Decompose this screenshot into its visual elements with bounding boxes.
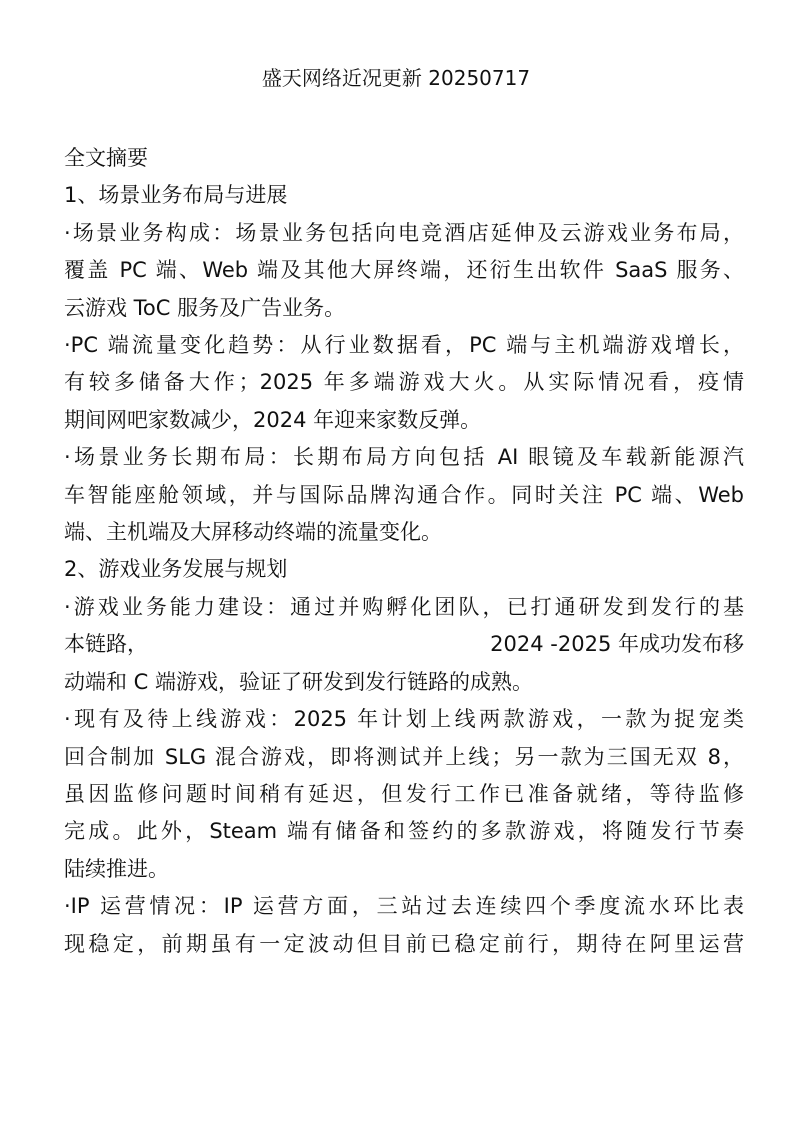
document-body [64,140,744,963]
paragraph-line: 现稳定，前期虽有一定波动但目前已稳定前行，期待在阿里运营 [64,931,744,956]
paragraph-line: 期间网吧家数减少，2024 年迎来家数反弹。 [64,407,482,432]
paragraph-line: 云游戏 ToC 服务及广告业务。 [64,295,346,320]
paragraph-line: ·游戏业务能力建设：通过并购孵化团队，已打通研发到发行的基 [64,594,744,619]
paragraph-line: 回合制加 SLG 混合游戏，即将测试并上线；另一款为三国无双 8， [64,744,744,769]
paragraph-line: 端、主机端及大屏移动终端的流量变化。 [64,520,442,545]
paragraph-line: 陆续推进。 [64,856,169,881]
paragraph-line: ·PC 端流量变化趋势：从行业数据看，PC 端与主机端游戏增长， [64,333,744,358]
paragraph-line: ·现有及待上线游戏：2025 年计划上线两款游戏，一款为捉宠类 [64,707,744,732]
document-title: 盛天网络近况更新 20250717 [261,66,531,90]
summary-heading: 全文摘要 [64,146,148,170]
section-heading: 1、场景业务布局与进展 [64,183,288,208]
paragraph-line: ·IP 运营情况：IP 运营方面，三站过去连续四个季度流水环比表 [64,894,744,919]
paragraph-fragment: 本链路， [64,632,148,657]
section-heading: 2、游戏业务发展与规划 [64,557,288,582]
paragraph-line: 有较多储备大作；2025 年多端游戏大火。从实际情况看，疫情 [64,370,744,395]
paragraph-line: ·场景业务构成：场景业务包括向电竞酒店延伸及云游戏业务布局， [64,220,744,245]
paragraph-line: 覆盖 PC 端、Web 端及其他大屏终端，还衍生出软件 SaaS 服务、 [64,258,744,283]
paragraph-fragment: 2024 -2025 年成功发布移 [490,632,744,657]
paragraph-line: 完成。此外，Steam 端有储备和签约的多款游戏，将随发行节奏 [64,819,744,844]
paragraph-line: 车智能座舱领域，并与国际品牌沟通合作。同时关注 PC 端、Web [64,482,744,507]
paragraph-line: 动端和 C 端游戏，验证了研发到发行链路的成熟。 [64,669,534,694]
paragraph-line: 虽因监修问题时间稍有延迟，但发行工作已准备就绪，等待监修 [64,781,744,806]
paragraph-line: ·场景业务长期布局：长期布局方向包括 AI 眼镜及车载新能源汽 [64,445,744,470]
paragraph-line-with-gap [64,626,744,663]
